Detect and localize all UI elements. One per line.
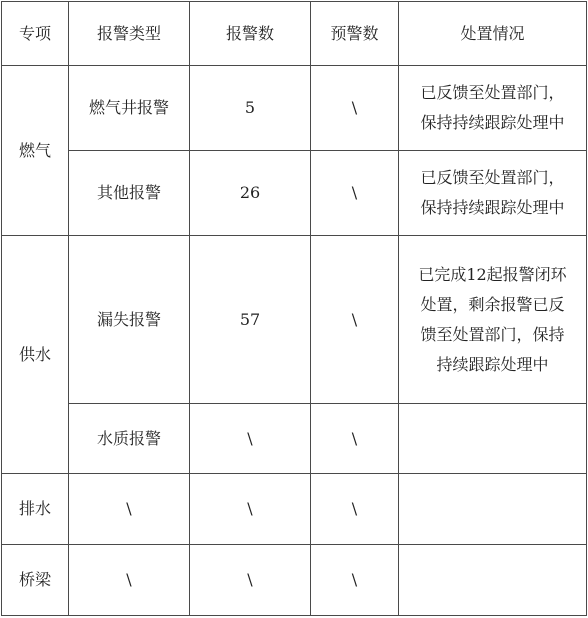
header-warning-count: 预警数 — [311, 2, 399, 66]
alarm-type-cell: 漏失报警 — [69, 236, 190, 404]
disposal-line: 保持持续跟踪处理中 — [420, 198, 565, 217]
table-row-water-leak — [2, 236, 587, 404]
disposal-line: 处置，剩余报警已反 — [420, 294, 565, 314]
disposal-line: 已反馈至处置部门， — [420, 83, 565, 102]
alarm-count-cell: \ — [190, 545, 311, 616]
warning-count-cell: \ — [311, 66, 399, 151]
header-row — [2, 2, 587, 66]
header-disposal: 处置情况 — [399, 2, 587, 66]
disposal-cell-empty — [399, 474, 587, 545]
disposal-cell — [399, 236, 587, 404]
disposal-cell — [399, 151, 587, 236]
alarm-count-cell: \ — [190, 474, 311, 545]
warning-count-cell: \ — [311, 236, 399, 404]
alarm-type-cell: 其他报警 — [69, 151, 190, 236]
disposal-line: 保持持续跟踪处理中 — [420, 113, 565, 132]
disposal-cell-empty — [399, 545, 587, 616]
disposal-cell-empty — [399, 404, 587, 474]
category-gas: 燃气 — [2, 66, 69, 236]
alarm-type-cell: 燃气井报警 — [69, 66, 190, 151]
warning-count-cell: \ — [311, 404, 399, 474]
table-row-gas-other — [2, 151, 587, 236]
alarm-type-cell: 水质报警 — [69, 404, 190, 474]
warning-count-cell: \ — [311, 151, 399, 236]
alarm-count-cell: 26 — [190, 151, 311, 236]
header-alarm-type: 报警类型 — [69, 2, 190, 66]
table-row-gas-well — [2, 66, 587, 151]
disposal-line: 馈至处置部门，保持 — [420, 324, 565, 344]
table-row-drainage — [2, 474, 587, 545]
category-bridge: 桥梁 — [2, 545, 69, 616]
table-row-water-quality — [2, 404, 587, 474]
header-alarm-count: 报警数 — [190, 2, 311, 66]
alarm-statistics-table — [1, 1, 587, 616]
warning-count-cell: \ — [311, 545, 399, 616]
header-category: 专项 — [2, 2, 69, 66]
disposal-line: 持续跟踪处理中 — [436, 354, 549, 374]
table-row-bridge — [2, 545, 587, 616]
category-drainage: 排水 — [2, 474, 69, 545]
alarm-count-cell: \ — [190, 404, 311, 474]
alarm-count-cell: 5 — [190, 66, 311, 151]
disposal-cell — [399, 66, 587, 151]
alarm-type-cell: \ — [69, 545, 190, 616]
disposal-line: 已完成12起报警闭环 — [418, 264, 567, 284]
alarm-type-cell: \ — [69, 474, 190, 545]
warning-count-cell: \ — [311, 474, 399, 545]
disposal-line: 已反馈至处置部门， — [420, 168, 565, 187]
category-water-supply: 供水 — [2, 236, 69, 474]
alarm-count-cell: 57 — [190, 236, 311, 404]
